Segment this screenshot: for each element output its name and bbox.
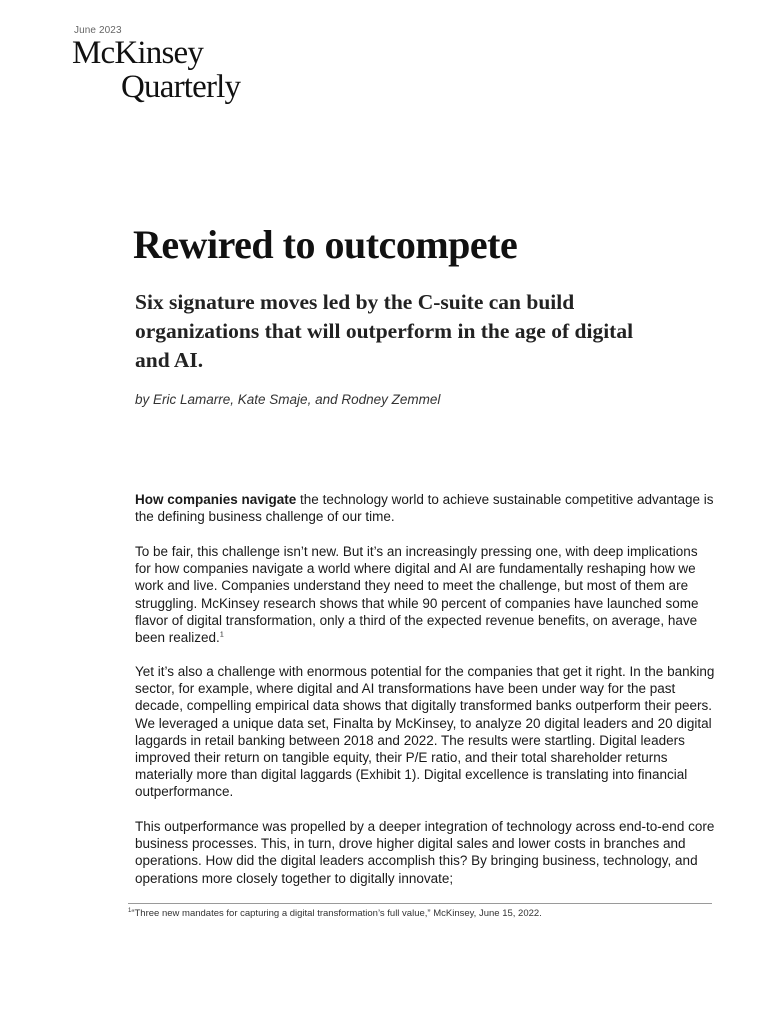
footnote-reference[interactable]: 1: [219, 631, 224, 639]
paragraph-text: Yet it’s also a challenge with enormous potential for the companies that get it right. In the banking sector, for example, where digital and AI transformations have been under way for the past decade, compelling empirical data shows that digitally transformed banks outperform their peers. We leveraged a unique data set, Finalta by McKinsey, to analyze 20 digital leaders and 20 digital laggards in retail banking between 2018 and 2022. The results were startling. Digital leaders improved their return on tangible equity, their P/E ratio, and their total shareholder returns materially more than digital laggards (Exhibit 1). Digital excellence is translating into financial outperformance.: [135, 664, 715, 800]
article-subtitle: Six signature moves led by the C-suite can build organizations that will outperform in the age of digital and AI.: [135, 290, 634, 372]
body-paragraph-3: [135, 663, 715, 801]
masthead-line-2: Quarterly: [121, 69, 241, 105]
body-paragraph-1: [135, 491, 715, 525]
paragraph-text: This outperformance was propelled by a deeper integration of technology across end-to-end core business processes. This, in turn, drove higher digital sales and lower costs in branches and operations. How did the digital leaders accomplish this? By bringing business, technology, and operations more closely together to digitally innovate;: [135, 819, 715, 886]
footnote-text: “Three new mandates for capturing a digital transformation’s full value,” McKinsey, June 15, 2022.: [131, 908, 542, 919]
issue-date: June 2023: [74, 25, 122, 36]
article-title: Rewired to outcompete: [133, 222, 518, 267]
article-byline: by Eric Lamarre, Kate Smaje, and Rodney Zemmel: [135, 392, 441, 407]
footnote-number: 1: [128, 907, 132, 914]
footnote: [128, 908, 712, 919]
footnote-divider: [128, 903, 712, 904]
paragraph-lead-in: How companies navigate: [135, 492, 297, 507]
masthead-logo: [72, 36, 240, 104]
body-paragraph-4: [135, 818, 715, 887]
masthead-line-1: McKinsey: [72, 35, 204, 71]
paragraph-text: the technology world to achieve sustainable competitive advantage is the defining business challenge of our time.: [135, 492, 714, 525]
paragraph-text: To be fair, this challenge isn’t new. But it’s an increasingly pressing one, with deep implications for how companies navigate a world where digital and AI are fundamentally reshaping how we work and live. Companies understand they need to meet the challenge, but most of them are struggling. McKinsey research shows that while 90 percent of companies have launched some flavor of digital transformation, only a third of the expected revenue benefits, on average, have been realized.: [135, 544, 699, 646]
body-paragraph-2: [135, 543, 715, 646]
